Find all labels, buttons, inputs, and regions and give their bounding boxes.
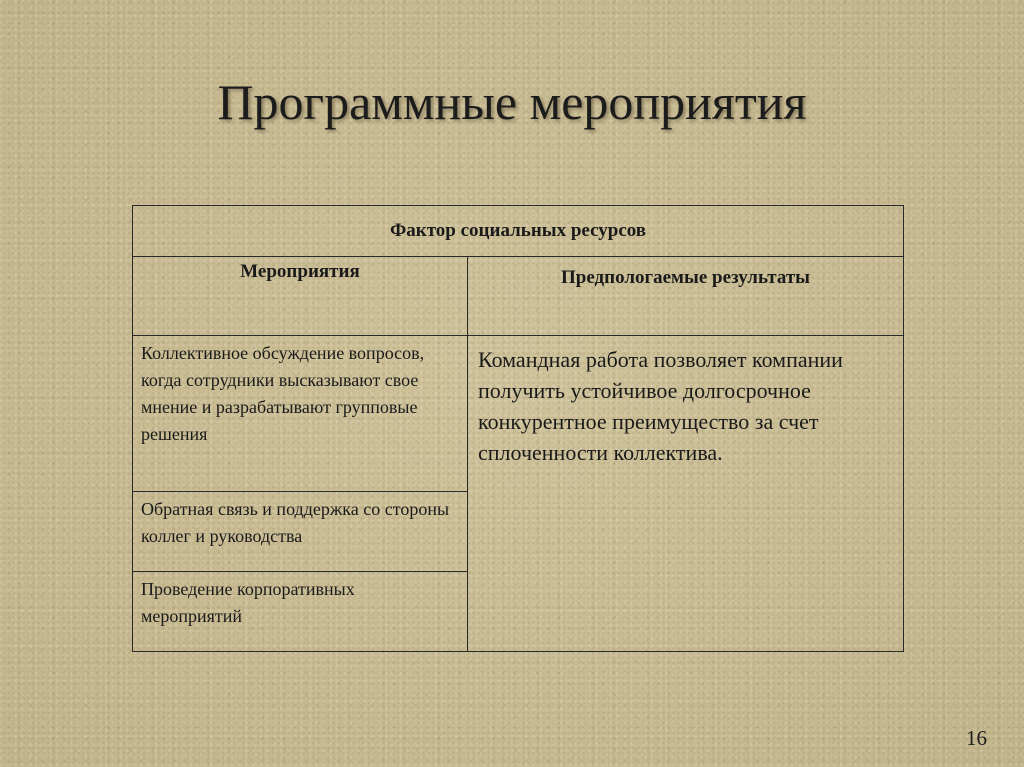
activity-cell: Проведение корпоративных мероприятий: [133, 572, 468, 652]
table-header-row: [133, 257, 904, 336]
activity-cell: Коллективное обсуждение вопросов, когда сотрудники высказывают свое мнение и разрабатывают групповые решения: [133, 336, 468, 492]
column-header-results: Предпологаемые результаты: [468, 257, 904, 336]
slide-title: Программные мероприятия: [217, 74, 807, 130]
social-resources-table: [132, 205, 904, 652]
table-factor-row: [133, 206, 904, 257]
table-row: [133, 336, 904, 492]
factor-header: Фактор социальных ресурсов: [133, 206, 904, 257]
column-header-activities: Мероприятия: [133, 257, 468, 336]
activity-cell: Обратная связь и поддержка со стороны коллег и руководства: [133, 492, 468, 572]
result-cell: Командная работа позволяет компании получить устойчивое долгосрочное конкурентное преимущество за счет сплоченности коллектива.: [468, 336, 904, 652]
page-number: 16: [966, 726, 987, 750]
